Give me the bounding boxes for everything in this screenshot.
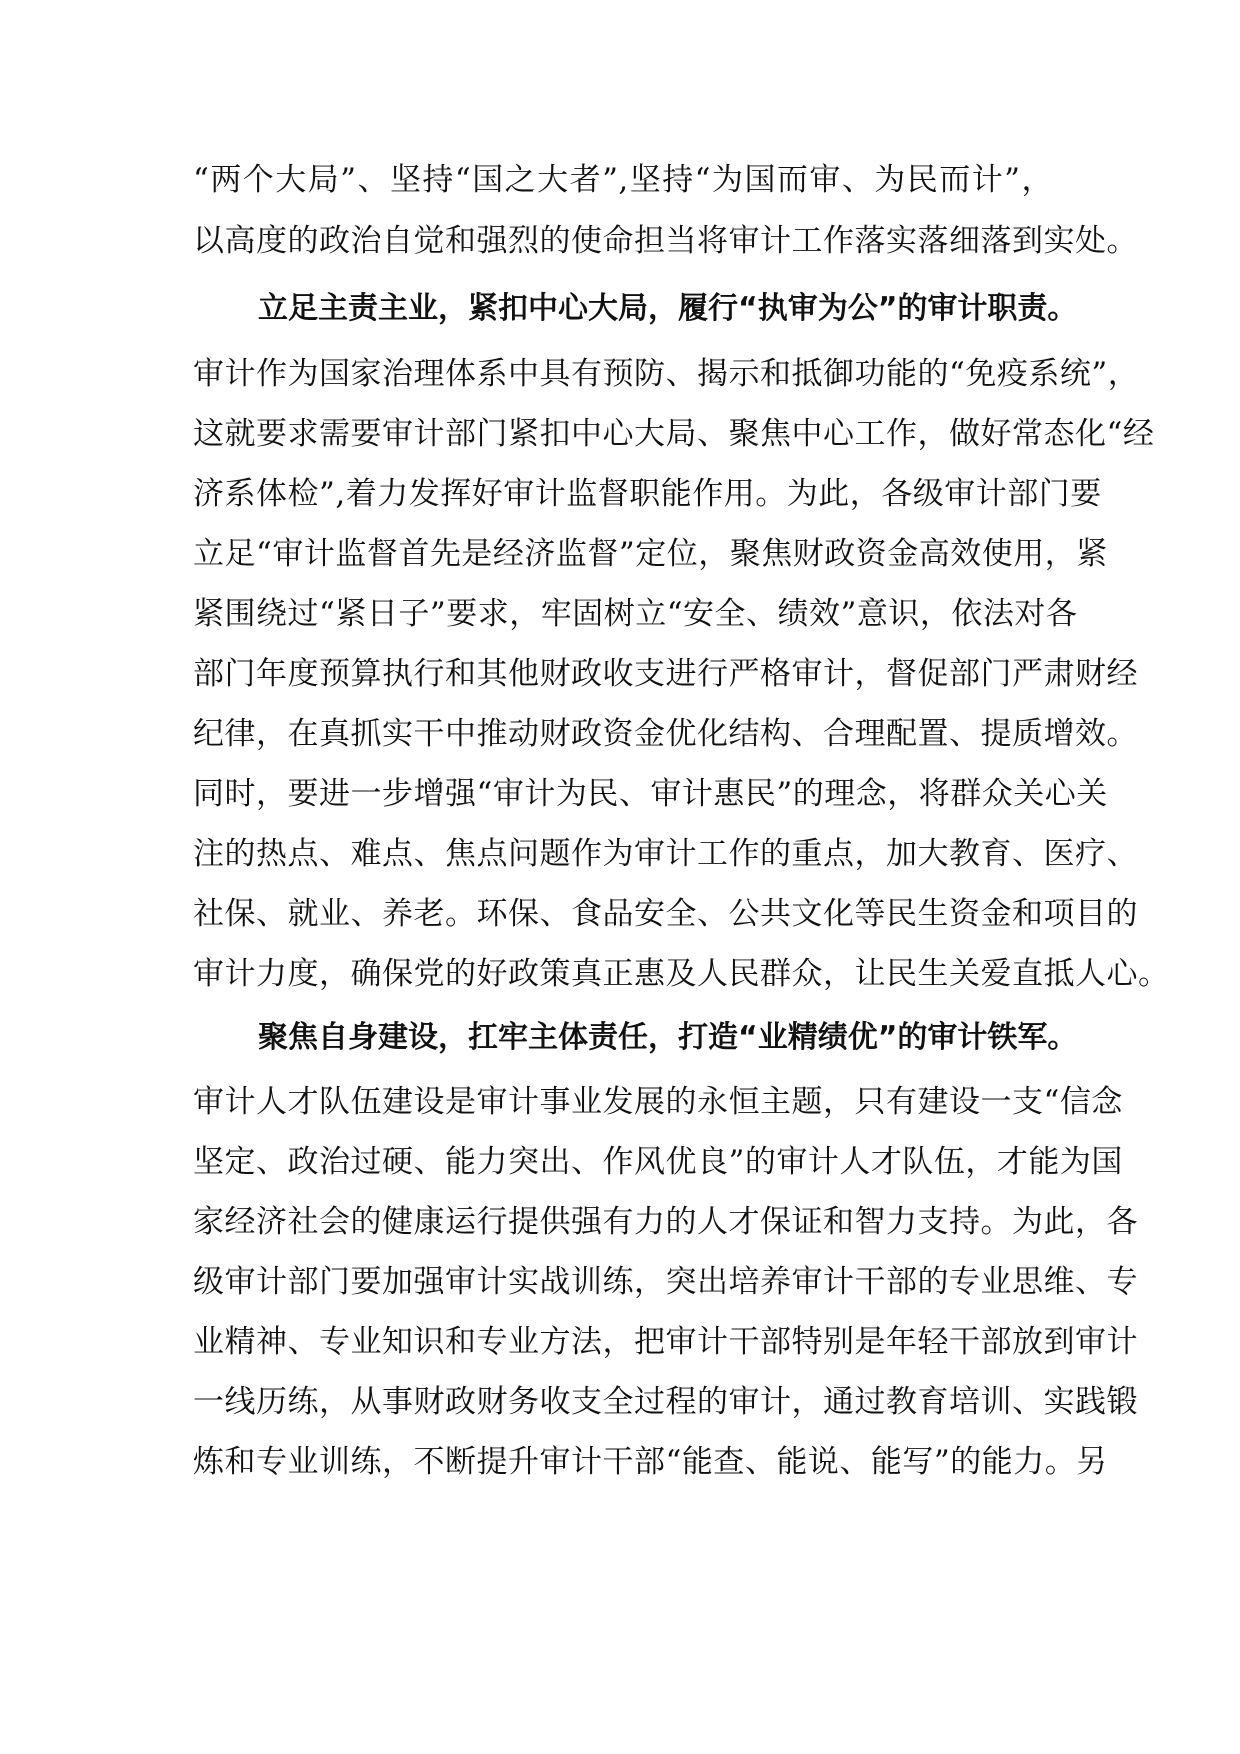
section2-line-4: 级审计部门要加强审计实战训练，突出培养审计干部的专业思维、专 (193, 1264, 1138, 1300)
section2-line-1: 审计人才队伍建设是审计事业发展的永恒主题，只有建设一支“信念 (193, 1084, 1123, 1120)
section1-line-3: 济系体检”,着力发挥好审计监督职能作用。为此，各级审计部门要 (193, 476, 1102, 512)
section2-line-3: 家经济社会的健康运行提供强有力的人才保证和智力支持。为此，各 (193, 1204, 1138, 1240)
section2-line-6: 一线历练，从事财政财务收支全过程的审计，通过教育培训、实践锻 (193, 1384, 1138, 1420)
section1-line-10: 社保、就业、养老。环保、食品安全、公共文化等民生资金和项目的 (193, 896, 1138, 932)
section1-line-1: 审计作为国家治理体系中具有预防、揭示和抵御功能的“免疫系统”， (193, 356, 1140, 392)
section1-heading: 立足主责主业，紧扣中心大局，履行“执审为公”的审计职责。 (258, 291, 1078, 326)
intro-line-1: “两个大局”、坚持“国之大者”,坚持“为国而审、为民而计”， (193, 162, 1053, 198)
section1-line-4: 立足“审计监督首先是经济监督”定位，聚焦财政资金高效使用，紧 (193, 536, 1108, 572)
section2-line-2: 坚定、政治过硬、能力突出、作风优良”的审计人才队伍，才能为国 (193, 1144, 1123, 1180)
section2-heading: 聚焦自身建设，扛牢主体责任，打造“业精绩优”的审计铁军。 (258, 1020, 1078, 1055)
intro-line-2: 以高度的政治自觉和强烈的使命担当将审计工作落实落细落到实处。 (193, 223, 1138, 259)
section1-line-8: 同时，要进一步增强“审计为民、审计惠民”的理念，将群众关心关 (193, 776, 1108, 812)
section2-line-5: 业精神、专业知识和专业方法，把审计干部特别是年轻干部放到审计 (193, 1324, 1138, 1360)
section1-line-6: 部门年度预算执行和其他财政收支进行严格审计，督促部门严肃财经 (193, 656, 1138, 692)
section1-line-2: 这就要求需要审计部门紧扣中心大局、聚焦中心工作，做好常态化“经 (193, 416, 1155, 452)
section1-line-7: 纪律，在真抓实干中推动财政资金优化结构、合理配置、提质增效。 (193, 716, 1138, 752)
section2-line-7: 炼和专业训练，不断提升审计干部“能查、能说、能写”的能力。另 (193, 1444, 1108, 1480)
section1-line-11: 审计力度，确保党的好政策真正惠及人民群众，让民生关爱直抵人心。 (193, 956, 1170, 992)
section1-line-5: 紧围绕过“紧日子”要求，牢固树立“安全、绩效”意识，依法对各 (193, 596, 1078, 632)
section1-line-9: 注的热点、难点、焦点问题作为审计工作的重点，加大教育、医疗、 (193, 836, 1138, 872)
